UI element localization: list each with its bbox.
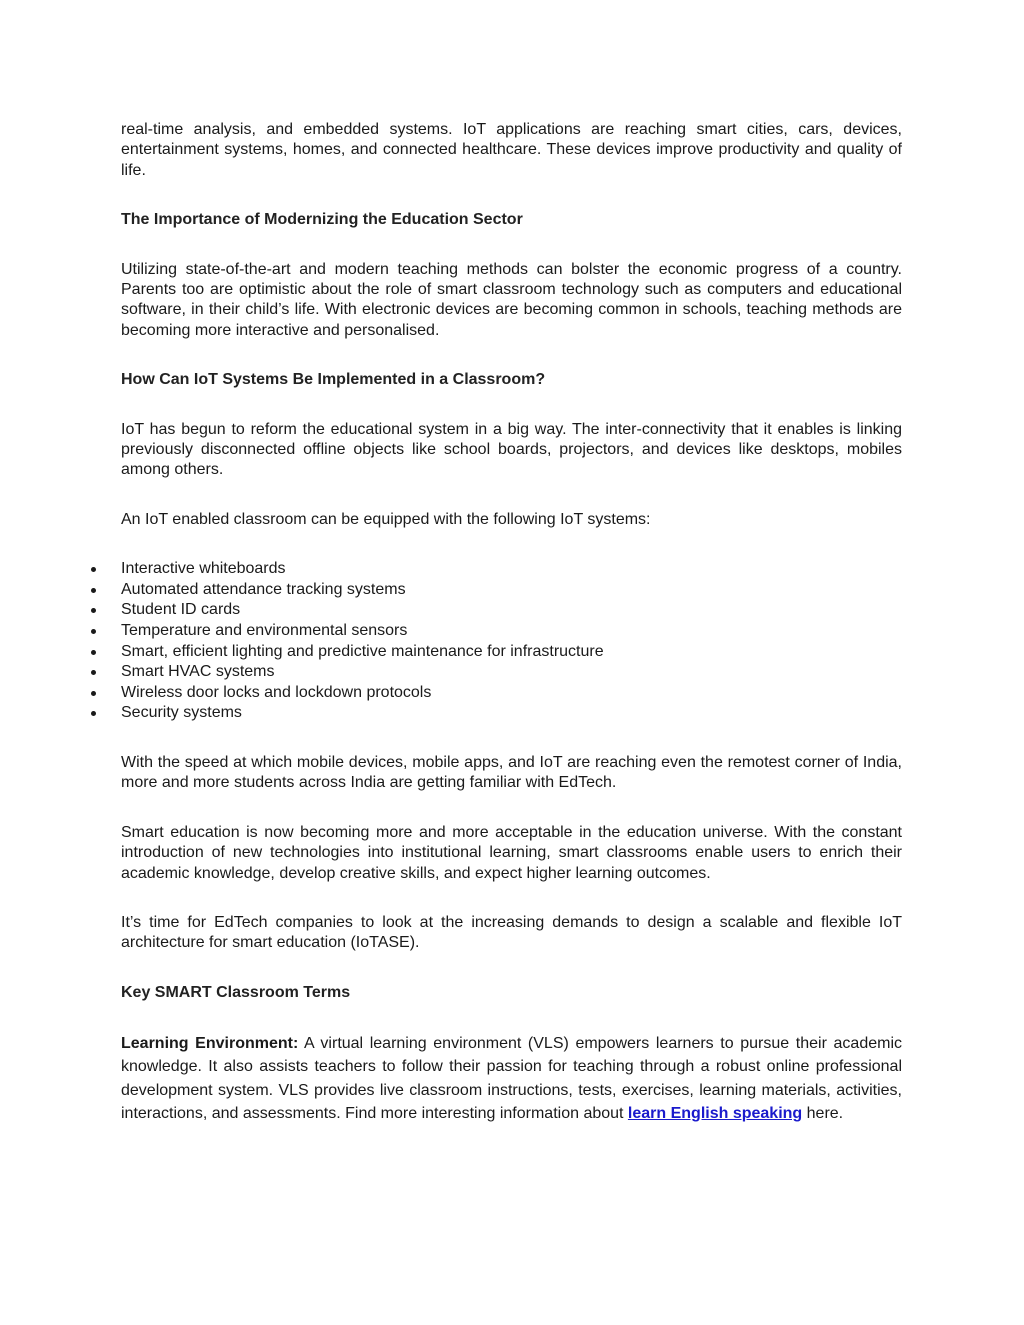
bullet-icon bbox=[91, 711, 96, 716]
list-item-text: Smart, efficient lighting and predictive maintenance for infrastructure bbox=[121, 642, 604, 660]
iot-systems-list bbox=[121, 559, 902, 724]
list-item-text: Student ID cards bbox=[121, 601, 241, 619]
bullet-icon bbox=[91, 691, 96, 696]
bullet-icon bbox=[91, 650, 96, 655]
list-item bbox=[121, 703, 902, 724]
term-block bbox=[121, 1032, 902, 1125]
bullet-icon bbox=[91, 608, 96, 613]
term-label: Learning Environment: bbox=[121, 1035, 299, 1053]
heading-key-terms: Key SMART Classroom Terms bbox=[121, 983, 351, 1001]
list-item bbox=[121, 683, 902, 704]
list-item bbox=[121, 642, 902, 663]
list-item bbox=[121, 600, 902, 621]
bullet-icon bbox=[91, 629, 96, 634]
bullet-icon bbox=[91, 588, 96, 593]
list-item bbox=[121, 621, 902, 642]
list-item-text: Interactive whiteboards bbox=[121, 560, 286, 578]
document-page bbox=[121, 120, 902, 1125]
list-item-text: Automated attendance tracking systems bbox=[121, 580, 406, 598]
paragraph-smart-education: Smart education is now becoming more and more acceptable in the education universe. With the constant introduction of new technologies into institutional learning, smart classrooms enable users to enrich their academic knowledge, develop creative skills, and expect higher learning outcomes. bbox=[121, 823, 902, 882]
term-paragraph bbox=[121, 1032, 902, 1125]
list-item bbox=[121, 662, 902, 683]
paragraph-mobile-speed: With the speed at which mobile devices, mobile apps, and IoT are reaching even the remotest corner of India, more and more students across India are getting familiar with EdTech. bbox=[121, 754, 902, 792]
list-item-text: Security systems bbox=[121, 704, 242, 722]
term-text-end: here. bbox=[802, 1104, 844, 1122]
intro-paragraph: real-time analysis, and embedded systems. IoT applications are reaching smart cities, cars, devices, entertainment systems, homes, and connected healthcare. These devices improve productivity and quality of life. bbox=[121, 121, 902, 179]
paragraph-iot-classroom: An IoT enabled classroom can be equipped with the following IoT systems: bbox=[121, 510, 651, 528]
bullet-icon bbox=[91, 670, 96, 675]
paragraph-modern-teaching: Utilizing state-of-the-art and modern teaching methods can bolster the economic progress of a country. Parents too are optimistic about the role of smart classroom technology such as computers and educational software, in their child’s life. With electronic devices are becoming common in schools, teaching methods are becoming more interactive and personalised. bbox=[121, 260, 902, 339]
heading-implementation: How Can IoT Systems Be Implemented in a Classroom? bbox=[121, 371, 546, 389]
paragraph-edtech-time: It’s time for EdTech companies to look at the increasing demands to design a scalable and flexible IoT architecture for smart education (IoTASE). bbox=[121, 914, 902, 952]
list-item bbox=[121, 559, 902, 580]
term-text: A virtual learning environment (VLS) empowers learners to pursue their academic knowledge. It also assists teachers to follow their passion for teaching through a robust online professional development system. VLS provides live classroom instructions, tests, exercises, learning materials, activities, interactions, and assessments. Find more interesting information about bbox=[121, 1035, 902, 1122]
bullet-icon bbox=[91, 567, 96, 572]
paragraph-iot-reform: IoT has begun to reform the educational system in a big way. The inter-connectivity that it enables is linking previously disconnected offline objects like school boards, projectors, and devices like desktops, mobiles among others. bbox=[121, 420, 902, 479]
learn-english-link[interactable]: learn English speaking bbox=[627, 1104, 803, 1122]
heading-importance: The Importance of Modernizing the Education Sector bbox=[121, 211, 523, 229]
list-item-text: Wireless door locks and lockdown protocols bbox=[121, 683, 432, 701]
list-item bbox=[121, 580, 902, 601]
list-item-text: Temperature and environmental sensors bbox=[121, 622, 408, 640]
list-item-text: Smart HVAC systems bbox=[121, 663, 275, 681]
